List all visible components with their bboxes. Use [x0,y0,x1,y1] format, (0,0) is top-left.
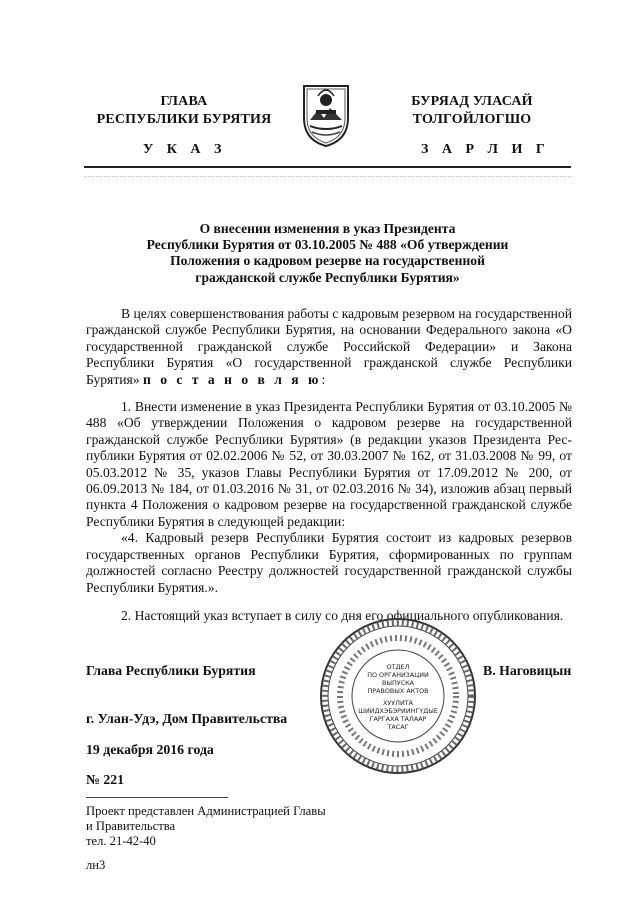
stamp-line-3: ВЫПУСКА [381,679,415,687]
header-right-line1: БУРЯАД УЛАСАЙ [411,94,533,109]
doc-type-ukaz: У К А З [143,142,227,157]
issue-place: г. Улан-Удэ, Дом Правительства [86,711,288,726]
item2-paragraph: 2. Настоящий указ вступает в силу со дня его официального опубликования. [121,607,564,623]
title-line2: Республики Бурятия от 03.10.2005 № 488 «Об утверждении [146,237,509,253]
coat-of-arms-emblem [298,80,354,150]
official-seal-stamp [318,616,478,776]
header-right-line2: ТОЛГОЙЛОГШО [412,112,532,127]
header-left-line1: ГЛАВА [160,94,208,109]
title-line1: О внесении изменения в указ Президента [199,221,456,236]
quote-paragraph: «4. Кадровый резерв Республики Бурятия состоит из кадровых резервов государственных органов Республики Бурятия, сформированных по группам должностей согласно Реестру должностей государственной гражданской службы Республики Бурятия.». [86,530,572,595]
issue-date: 19 декабря 2016 года [86,742,214,757]
footer-code: лн3 [86,858,106,872]
stamp-line-7: ГАРГАХА ТАЛААР [369,715,427,723]
item1-paragraph: 1. Внести изменение в указ Президента Республики Бурятия от 03.10.2005 № 488 «Об утверждении Положения о кадровом резерве на государственной гражданской службе Республики Бурятия» (в редакции указов Президента Республики Бурятия от 02.02.2006 № 52, от 30.03.2007 № 162, от 31.03.2008 № 99, от 05.03.2012 № 35, указов Главы Республики Бурятия от 17.09.2012 № 200, от 06.09.2013 № 184, от 01.03.2016 № 31, от 02.03.2016 № 34), изложив абзац первый пункта 4 Положения о кадровом резерве на государственной гражданской службе Республики Бурятия в следующей редакции: [86,399,572,529]
signature-position: Глава Республики Бурятия [86,663,256,678]
decree-word: п о с т а н о в л я ю [142,371,322,387]
footer-line1: Проект представлен Администрацией Главы [86,804,326,818]
header-rule [84,166,571,168]
footer-rule [86,797,228,798]
decree-number: № 221 [86,772,125,787]
decree-title [120,221,535,286]
header-dotted-rule [84,176,571,177]
signature-name: В. Наговицын [483,663,572,678]
preamble-text: В целях совершенствования работы с кадровым резервом на государственной гражданской службе Республики Бурятия, на основании Федерального закона «О государственной гражданской службе Российской Федерации» и Закона Республики Бурятия «О государственной гражданской службе Республики Бурятия» [86,306,572,387]
footer-note [86,804,326,849]
doc-type-zarlig: З А Р Л И Г [421,142,550,157]
decree-colon: : [321,371,326,387]
stamp-line-4: ПРАВОВЫХ АКТОВ [367,687,429,695]
stamp-line-8: ТАСАГ [387,723,409,731]
footer-line3: тел. 21-42-40 [86,834,156,848]
title-line3: Положения о кадровом резерве на государственной [170,253,485,269]
header-right-block [372,93,572,129]
stamp-line-5: ХУУЛИТА [382,699,414,707]
footer-line2: и Правительства [86,819,176,833]
title-line4: гражданской службе Республики Бурятия» [195,269,460,285]
decree-body [86,306,572,624]
stamp-line-6: ШИИДХЭБЭРИИНГҮДЫЕ [358,707,438,715]
header-left-line2: РЕСПУБЛИКИ БУРЯТИЯ [96,112,272,127]
stamp-line-2: ПО ОРГАНИЗАЦИИ [367,671,429,679]
preamble-paragraph [86,306,572,388]
stamp-line-1: ОТДЕЛ [386,663,410,671]
header-left-block [84,93,284,129]
